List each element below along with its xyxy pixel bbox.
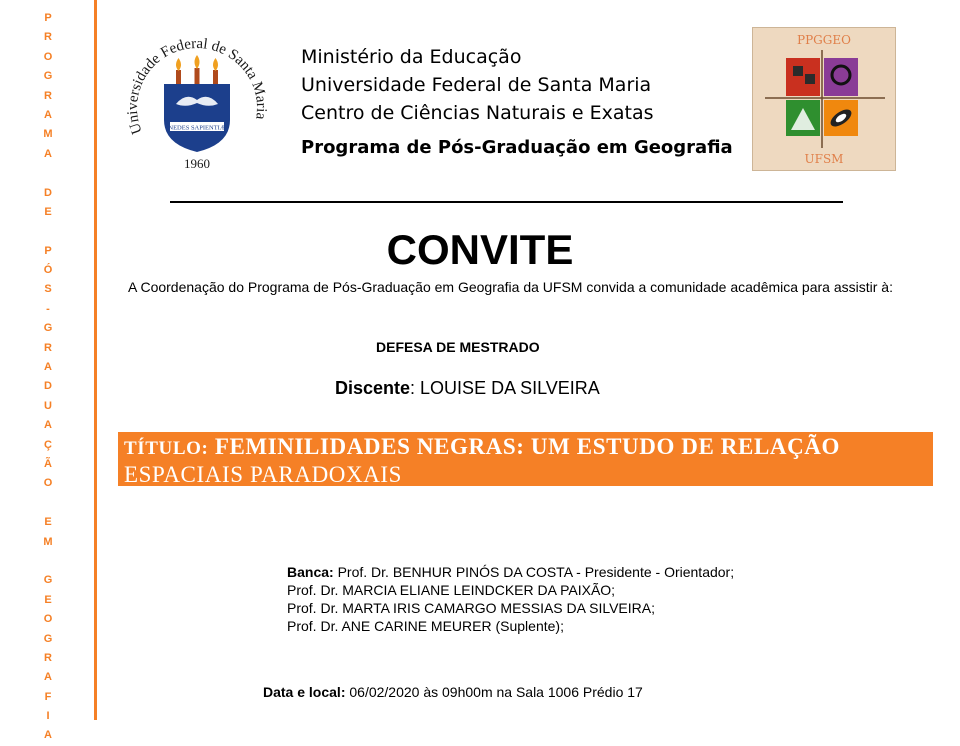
globe-tile-icon: [824, 58, 858, 96]
seal-year: 1960: [184, 156, 210, 171]
board-label: Banca:: [287, 564, 334, 580]
student-line: [335, 378, 600, 399]
sidebar-letter: G: [43, 632, 53, 645]
date-location: [263, 684, 643, 700]
thesis-title-box: [118, 432, 933, 486]
institution-header: [301, 43, 733, 162]
date-value: 06/02/2020 às 09h00m na Sala 1006 Prédio 17: [345, 684, 643, 700]
sidebar-letter: Ó: [43, 264, 53, 277]
university-line: Universidade Federal de Santa Maria: [301, 74, 652, 96]
sidebar-letter: O: [43, 50, 53, 63]
sidebar-letter: D: [44, 380, 52, 393]
sidebar-letter: U: [44, 399, 52, 412]
torch-icon: [176, 55, 218, 84]
board-member: Prof. Dr. ANE CARINE MEURER (Suplente);: [287, 618, 564, 634]
student-label: Discente: [335, 378, 411, 398]
sidebar-letter: G: [43, 70, 53, 83]
sidebar-letter: P: [44, 244, 52, 257]
sidebar-letter: O: [43, 477, 53, 490]
examination-board: [287, 563, 734, 635]
ministry-line: Ministério da Educação: [301, 46, 522, 68]
sidebar-letter: G: [43, 322, 53, 335]
invitation-intro: A Coordenação do Programa de Pós-Graduação em Geografia da UFSM convida a comunidade acadêmica para assistir à:: [128, 279, 893, 295]
sidebar-letter: E: [44, 593, 52, 606]
sidebar-letter: I: [46, 710, 50, 723]
sidebar-letter: A: [44, 361, 52, 374]
sidebar-letter: F: [44, 690, 52, 703]
sidebar-gap: [40, 164, 56, 183]
header-divider: [170, 201, 843, 203]
seal-motto: NEDES SAPIENTIÆ: [168, 124, 226, 132]
board-member: Prof. Dr. MARTA IRIS CAMARGO MESSIAS DA SILVEIRA;: [287, 600, 655, 616]
defense-type: DEFESA DE MESTRADO: [376, 339, 540, 355]
date-label: Data e local:: [263, 684, 346, 700]
ufsm-seal: [124, 28, 270, 174]
sidebar-letter: E: [44, 516, 52, 529]
side-strip: [0, 0, 97, 742]
program-line: Programa de Pós-Graduação em Geografia: [301, 137, 733, 158]
thesis-title-label: TÍTULO:: [124, 438, 209, 459]
sidebar-letter: A: [44, 108, 52, 121]
seal-ring-text: Universidade Federal de Santa Maria: [124, 35, 270, 137]
sidebar-letter: M: [43, 128, 53, 141]
sidebar-letter: M: [43, 535, 53, 548]
board-member: Prof. Dr. MARCIA ELIANE LEINDCKER DA PAIXÃO;: [287, 582, 616, 598]
sidebar-gap: [40, 552, 56, 571]
sidebar-letter: A: [44, 147, 52, 160]
sidebar-letter: A: [44, 671, 52, 684]
sidebar-letter: P: [44, 12, 52, 24]
center-line: Centro de Ciências Naturais e Exatas: [301, 102, 654, 124]
sidebar-letter: Ç: [44, 438, 52, 451]
sidebar-letter: G: [43, 574, 53, 587]
invitation-title: CONVITE: [386, 226, 574, 273]
sidebar-letter: S: [44, 283, 52, 296]
sidebar-letter: D: [44, 186, 52, 199]
sidebar-letter: R: [44, 651, 52, 664]
sidebar-letter: R: [44, 341, 52, 354]
thesis-title-line2: ESPACIAIS PARADOXAIS: [124, 462, 403, 487]
board-member: Prof. Dr. BENHUR PINÓS DA COSTA - Presidente - Orientador;: [337, 564, 735, 580]
thesis-title-line1: FEMINILIDADES NEGRAS: UM ESTUDO DE RELAÇÃO: [214, 434, 840, 459]
sidebar-letter: R: [44, 89, 52, 102]
sidebar-letter: -: [46, 302, 50, 315]
sidebar-gap: [40, 494, 56, 513]
logo-top-text: PPGGEO: [797, 33, 851, 47]
student-name: : LOUISE DA SILVEIRA: [410, 378, 600, 398]
vertical-program-name: [40, 9, 56, 746]
sidebar-letter: E: [44, 205, 52, 218]
sidebar-letter: A: [44, 729, 52, 742]
shield-icon: [164, 84, 230, 152]
sidebar-letter: A: [44, 419, 52, 432]
ppggeo-logo: [752, 27, 896, 171]
sidebar-letter: O: [43, 613, 53, 626]
logo-bottom-text: UFSM: [804, 152, 844, 166]
sidebar-letter: Ã: [44, 457, 52, 470]
sidebar-letter: R: [44, 31, 52, 44]
